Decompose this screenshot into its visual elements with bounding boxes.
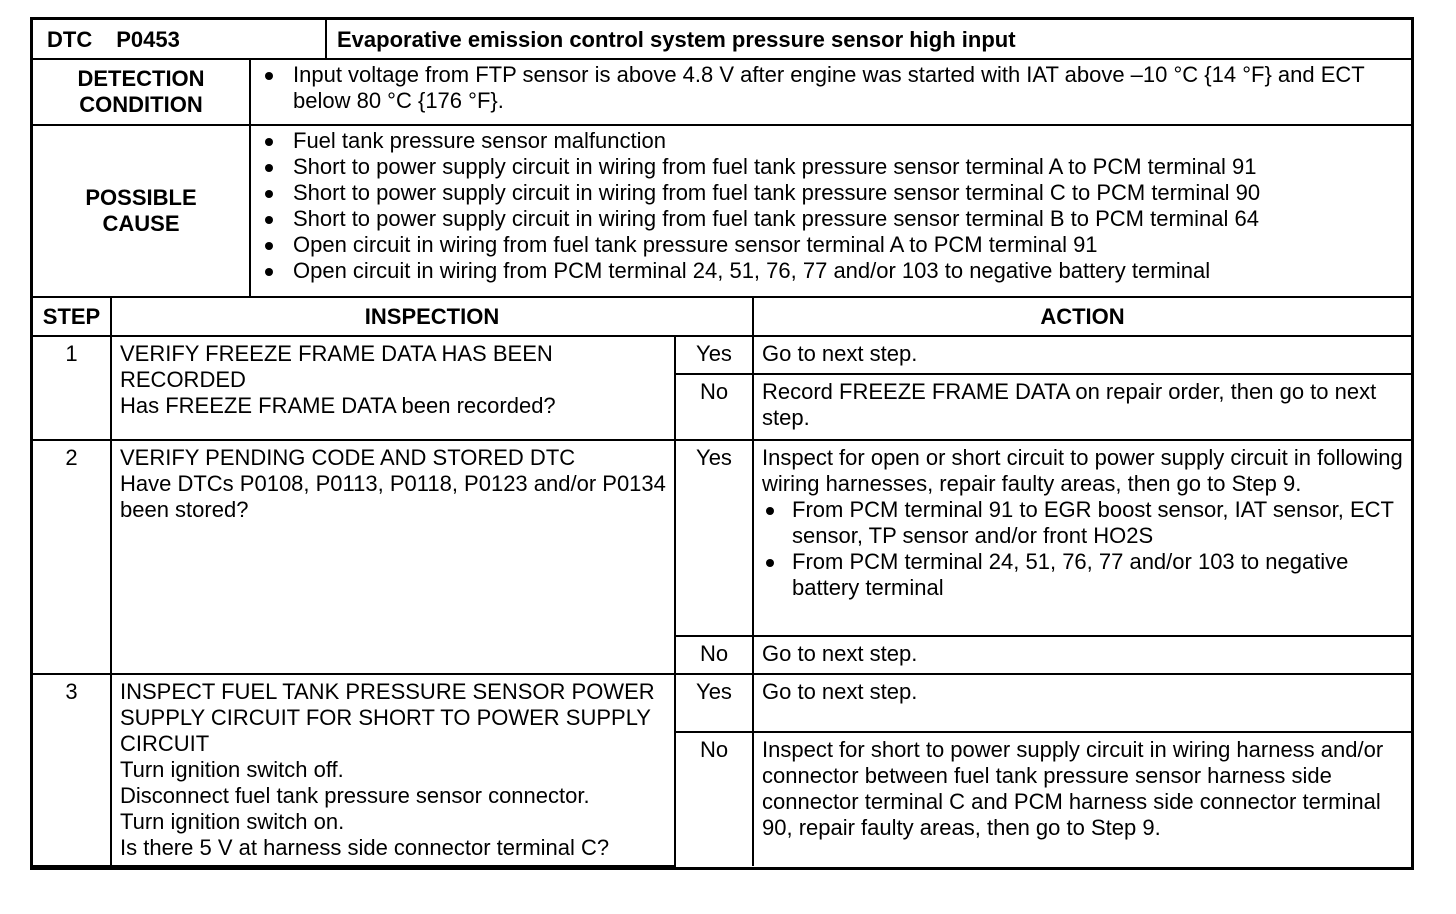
dtc-label: DTC — [47, 27, 93, 52]
inspection-line: Turn ignition switch off. — [120, 757, 344, 782]
action-column-header: ACTION — [753, 298, 1411, 336]
detection-bullet: Input voltage from FTP sensor is above 4.8 V after engine was started with IAT above –10 °C {14 °F} and ECT below 80 °C {176 °F}. — [259, 62, 1405, 114]
cause-bullet: Open circuit in wiring from PCM terminal 24, 51, 76, 77 and/or 103 to negative battery terminal — [259, 258, 1405, 284]
detection-condition-content — [251, 60, 1411, 124]
yes-label: Yes — [675, 336, 753, 374]
cause-bullet: Open circuit in wiring from fuel tank pressure sensor terminal A to PCM terminal 91 — [259, 232, 1405, 258]
inspection-line: Is there 5 V at harness side connector terminal C? — [120, 835, 610, 860]
possible-cause-content — [251, 126, 1411, 296]
table-row — [33, 674, 1411, 732]
inspection-line: Have DTCs P0108, P0113, P0118, P0123 and/or P0134 been stored? — [120, 471, 666, 522]
dtc-header — [33, 20, 1411, 60]
possible-cause-label — [33, 126, 251, 296]
inspection-line: Turn ignition switch on. — [120, 809, 345, 834]
step-inspection — [111, 440, 675, 674]
cause-bullet: Short to power supply circuit in wiring from fuel tank pressure sensor terminal B to PCM terminal 64 — [259, 206, 1405, 232]
cause-bullet: Short to power supply circuit in wiring from fuel tank pressure sensor terminal C to PCM terminal 90 — [259, 180, 1405, 206]
action-bullet: From PCM terminal 24, 51, 76, 77 and/or 103 to negative battery terminal — [762, 549, 1403, 601]
cause-bullet: Fuel tank pressure sensor malfunction — [259, 128, 1405, 154]
yes-label: Yes — [675, 440, 753, 636]
cause-label-line1: POSSIBLE — [85, 185, 197, 210]
dtc-sheet — [30, 17, 1414, 870]
detection-label-line1: DETECTION — [77, 66, 205, 91]
inspection-line: VERIFY FREEZE FRAME DATA HAS BEEN RECORDED — [120, 341, 553, 392]
dtc-title: Evaporative emission control system pressure sensor high input — [337, 27, 1016, 52]
no-label: No — [675, 732, 753, 866]
no-label: No — [675, 636, 753, 674]
step-inspection — [111, 674, 675, 866]
yes-action: Inspect for open or short circuit to power supply circuit in following wiring harnesses, repair faulty areas, then go to Step 9. — [762, 445, 1403, 496]
no-action: Go to next step. — [753, 636, 1411, 674]
yes-action: Go to next step. — [753, 336, 1411, 374]
inspection-column-header: INSPECTION — [111, 298, 753, 336]
detection-label-line2: CONDITION — [79, 92, 203, 117]
step-number: 3 — [33, 674, 111, 866]
table-row — [33, 440, 1411, 636]
step-number: 2 — [33, 440, 111, 674]
dtc-code: P0453 — [116, 27, 180, 52]
inspection-steps-table — [33, 298, 1411, 867]
table-row — [33, 336, 1411, 374]
action-bullet: From PCM terminal 91 to EGR boost sensor, IAT sensor, ECT sensor, TP sensor and/or front HO2S — [762, 497, 1403, 549]
possible-cause-row — [33, 126, 1411, 298]
inspection-line: Disconnect fuel tank pressure sensor connector. — [120, 783, 590, 808]
cause-bullet: Short to power supply circuit in wiring from fuel tank pressure sensor terminal A to PCM terminal 91 — [259, 154, 1405, 180]
table-header-row — [33, 298, 1411, 336]
step-inspection — [111, 336, 675, 440]
detection-condition-row — [33, 60, 1411, 126]
step-column-header: STEP — [33, 298, 111, 336]
step-number: 1 — [33, 336, 111, 440]
dtc-code-cell — [33, 20, 327, 58]
no-label: No — [675, 374, 753, 440]
cause-label-line2: CAUSE — [102, 211, 180, 236]
inspection-line: INSPECT FUEL TANK PRESSURE SENSOR POWER SUPPLY CIRCUIT FOR SHORT TO POWER SUPPLY CIRCUIT — [120, 679, 655, 756]
yes-action: Go to next step. — [753, 674, 1411, 732]
no-action: Record FREEZE FRAME DATA on repair order, then go to next step. — [753, 374, 1411, 440]
yes-action-cell — [753, 440, 1411, 636]
inspection-line: VERIFY PENDING CODE AND STORED DTC — [120, 445, 576, 470]
yes-label: Yes — [675, 674, 753, 732]
detection-condition-label — [33, 60, 251, 124]
inspection-line: Has FREEZE FRAME DATA been recorded? — [120, 393, 556, 418]
no-action: Inspect for short to power supply circuit in wiring harness and/or connector between fuel tank pressure sensor harness side connector terminal C and PCM harness side connector terminal 90, repair faulty areas, then go to Step 9. — [753, 732, 1411, 866]
